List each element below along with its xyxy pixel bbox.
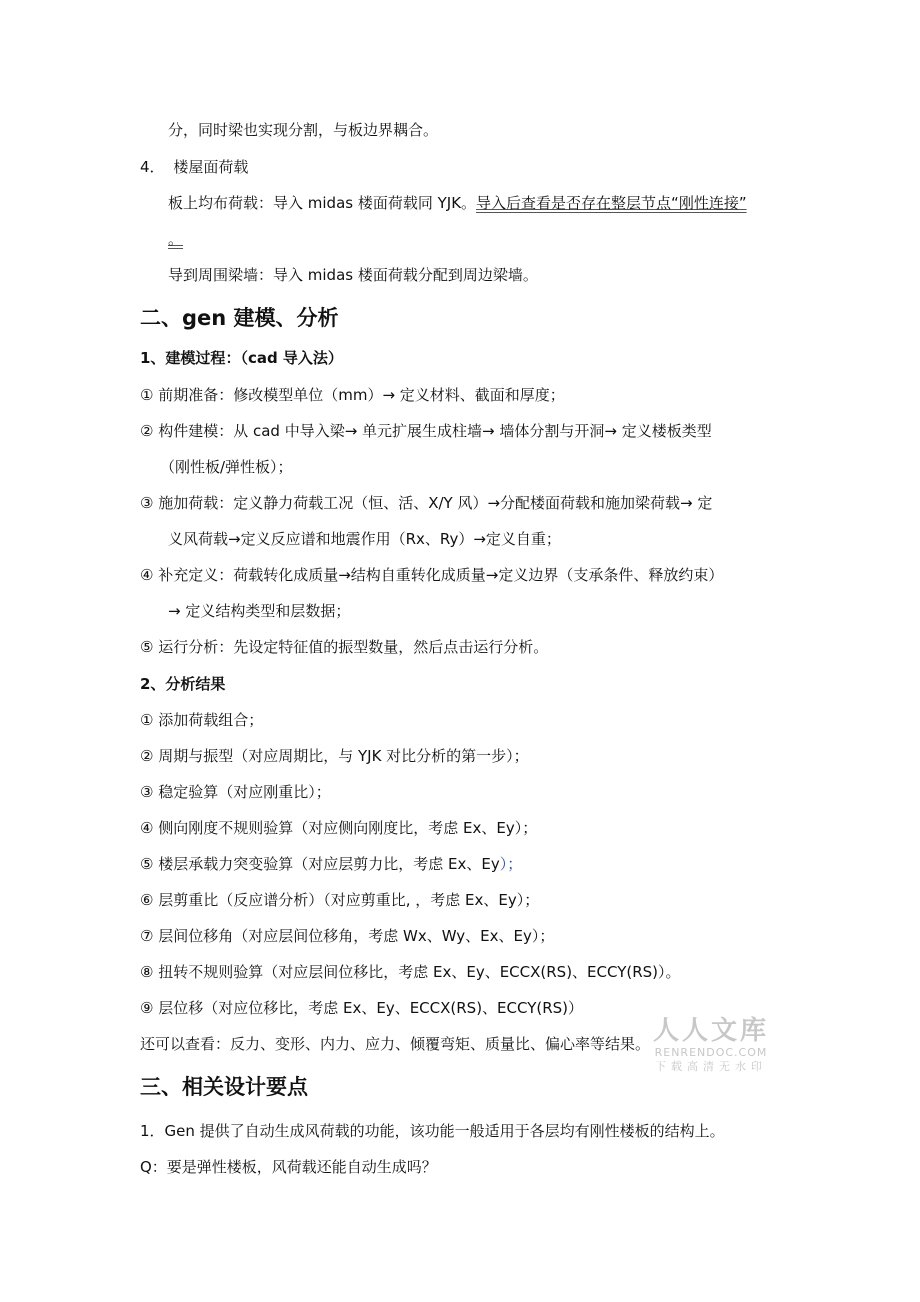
step-item: ② 构件建模：从 cad 中导入梁→ 单元扩展生成柱墙→ 墙体分割与开洞→ 定义楼板类型: [140, 422, 712, 440]
step-item: ① 前期准备：修改模型单位（mm）→ 定义材料、截面和厚度；: [140, 386, 565, 404]
text-span: 板上均布荷载：导入 midas 楼面荷载同 YJK。: [168, 194, 477, 212]
result-item: ⑨ 层位移（对应位移比，考虑 Ex、Ey、ECCX(RS)、ECCY(RS)）: [140, 999, 584, 1017]
result-item: ④ 侧向刚度不规则验算（对应侧向刚度比，考虑 Ex、Ey）；: [140, 819, 538, 837]
step-item-continuation: → 定义结构类型和层数据；: [168, 602, 351, 620]
result-item: ⑦ 层间位移角（对应层间位移角，考虑 Wx、Wy、Ex、Ey）；: [140, 927, 555, 945]
step-item: ④ 补充定义：荷载转化成质量→结构自重转化成质量→定义边界（支承条件、释放约束）: [140, 566, 724, 584]
result-item: [140, 854, 522, 874]
list-number: 4．: [140, 158, 165, 176]
underlined-note: 导入后查看是否存在整层节点“刚性连接”: [476, 194, 747, 212]
result-item: ⑥ 层剪重比（反应谱分析）（对应剪重比, ，考虑 Ex、Ey）；: [140, 891, 540, 909]
section-heading-2: 二、gen 建模、分析: [140, 306, 339, 330]
step-item-continuation: 义风荷载→定义反应谱和地震作用（Rx、Ry）→定义自重；: [168, 530, 561, 548]
underlined-note-continuation: 。: [168, 230, 184, 248]
step-item: ③ 施加荷载：定义静力荷载工况（恒、活、X/Y 风）→分配楼面荷载和施加梁荷载→ 定: [140, 494, 713, 512]
result-item: ① 添加荷载组合；: [140, 711, 264, 729]
list-item-4: [140, 157, 248, 177]
watermark-title: 人人文库: [652, 1016, 769, 1046]
watermark-site: RENRENDOC.COM: [654, 1046, 768, 1059]
subsection-heading: 1、建模过程：（cad 导入法）: [140, 349, 343, 367]
watermark-subtitle: 下载高清无水印: [655, 1060, 767, 1073]
result-item: ③ 稳定验算（对应刚重比）；: [140, 783, 331, 801]
text-span: ⑤ 楼层承载力突变验算（对应层剪力比，考虑 Ex、Ey: [140, 855, 500, 873]
paragraph-line: 还可以查看：反力、变形、内力、应力、倾覆弯矩、质量比、偏心率等结果。: [140, 1035, 651, 1053]
list-item-label: 楼屋面荷载: [173, 158, 249, 176]
result-item: ⑧ 扭转不规则验算（对应层间位移比，考虑 Ex、Ey、ECCX(RS)、ECCY(RS)）。: [140, 963, 681, 981]
paragraph-line: [168, 193, 747, 213]
step-item: ⑤ 运行分析：先设定特征值的振型数量，然后点击运行分析。: [140, 638, 549, 656]
paragraph-line: 1．Gen 提供了自动生成风荷载的功能，该功能一般适用于各层均有刚性楼板的结构上。: [140, 1122, 725, 1140]
question-line: Q：要是弹性楼板，风荷载还能自动生成吗？: [140, 1158, 437, 1176]
paragraph-line: 导到周围梁墙：导入 midas 楼面荷载分配到周边梁墙。: [168, 266, 538, 284]
watermark-logo: [648, 1016, 774, 1074]
section-heading-3: 三、相关设计要点: [140, 1075, 308, 1099]
text-span: ）；: [499, 855, 523, 873]
result-item: ② 周期与振型（对应周期比，与 YJK 对比分析的第一步）；: [140, 747, 529, 765]
step-item-continuation: （刚性板/弹性板）；: [160, 458, 293, 476]
paragraph-line: 分，同时梁也实现分割，与板边界耦合。: [168, 121, 439, 139]
subsection-heading: 2、分析结果: [140, 675, 226, 693]
